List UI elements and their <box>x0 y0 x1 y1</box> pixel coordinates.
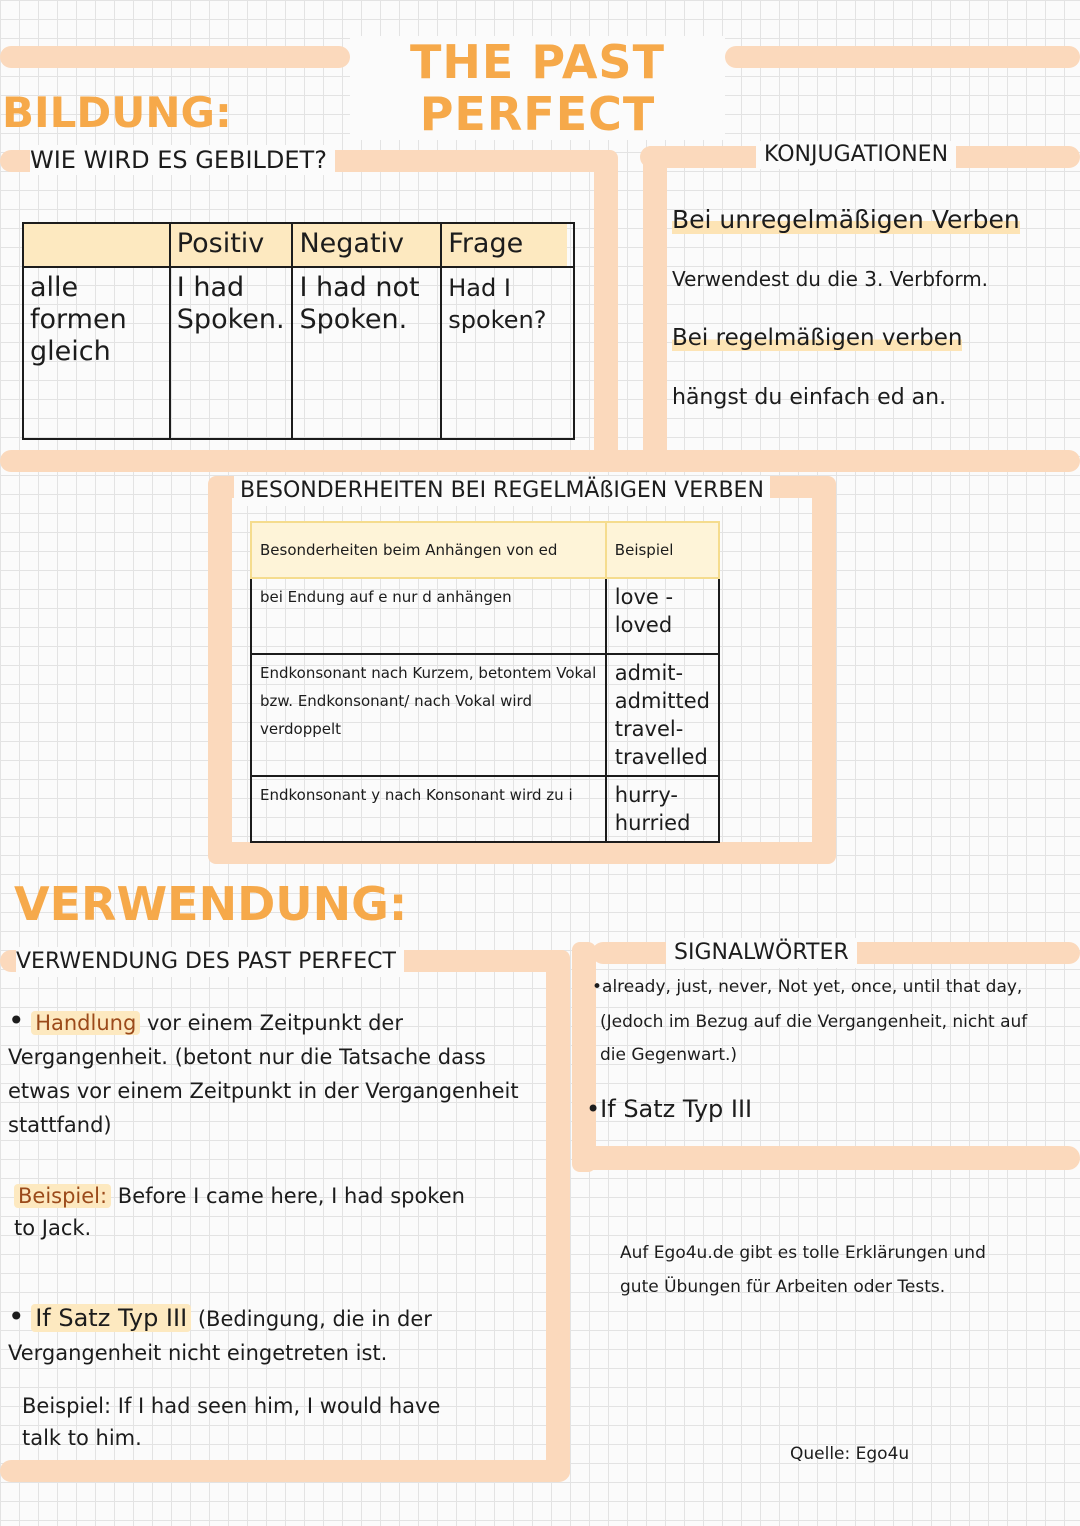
bildung-cell-negativ: I had not Spoken. <box>292 267 441 439</box>
besonderheiten-rule-1: bei Endung auf e nur d anhängen <box>251 578 606 654</box>
bildung-subheading: WIE WIRD ES GEBILDET? <box>30 145 335 175</box>
decor-bar-bes-right <box>812 476 836 864</box>
bildung-header-empty <box>23 223 170 267</box>
bildung-heading: BILDUNG: <box>2 88 232 137</box>
signalwoerter-bullet: •If Satz Typ III <box>586 1095 753 1123</box>
verwendung-heading: VERWENDUNG: <box>14 877 408 931</box>
besonderheiten-example-2: admit- admitted travel- travelled <box>606 654 719 776</box>
verwendung-point-1-keyword: Handlung <box>31 1011 140 1035</box>
bildung-cell-forms: alle formen gleich <box>23 267 170 439</box>
besonderheiten-example-1: love - loved <box>606 578 719 654</box>
signalwoerter-heading: SIGNALWÖRTER <box>666 938 857 968</box>
decor-bar-bes-left <box>208 476 232 864</box>
decor-bar-konj-left <box>643 146 667 466</box>
bildung-cell-positiv: I had Spoken. <box>170 267 293 439</box>
footer-text: Auf Ego4u.de gibt es tolle Erklärungen und gute Übungen für Arbeiten oder Tests. <box>620 1243 986 1297</box>
verwendung-point-1-text: vor einem Zeitpunkt der Vergangenheit. (betont nur die Tatsache dass etwas vor einem Zeitpunkt in der Vergangenheit stattfand) <box>8 1011 519 1137</box>
konjugationen-heading: KONJUGATIONEN <box>756 141 956 169</box>
konjugationen-line-2: Verwendest du die 3. Verbform. <box>672 267 989 291</box>
bildung-header-negativ: Negativ <box>292 223 441 267</box>
besonderheiten-rule-2: Endkonsonant nach Kurzem, betontem Vokal bzw. Endkonsonant/ nach Vokal wird verdoppelt <box>251 654 606 776</box>
verwendung-point-2 <box>8 1300 538 1370</box>
signalwoerter-words: •already, just, never, Not yet, once, until that day, <box>592 977 1023 997</box>
besonderheiten-header-rule: Besonderheiten beim Anhängen von ed <box>251 522 606 578</box>
besonderheiten-example-3: hurry- hurried <box>606 776 719 842</box>
bildung-header-frage: Frage <box>441 223 574 267</box>
verwendung-point-2-keyword: If Satz Typ III <box>31 1304 191 1332</box>
verwendung-example-2-label: Beispiel: <box>22 1394 112 1418</box>
verwendung-example-2 <box>22 1390 482 1454</box>
bildung-cell-frage: Had I spoken? <box>441 267 574 439</box>
signalwoerter-note: (Jedoch im Bezug auf die Vergangenheit, nicht auf die Gegenwart.) <box>600 1012 1028 1065</box>
besonderheiten-header-example: Beispiel <box>606 522 719 578</box>
decor-bar-verw-bottom <box>0 1460 570 1482</box>
decor-bar-top-right <box>725 46 1080 68</box>
besonderheiten-table <box>250 521 720 843</box>
konjugationen-line-1: Bei unregelmäßigen Verben <box>672 205 1020 234</box>
konjugationen-line-4: hängst du einfach ed an. <box>672 385 947 410</box>
bildung-table <box>22 222 575 440</box>
bullet-dot: • <box>8 1300 25 1333</box>
verwendung-subheading: VERWENDUNG DES PAST PERFECT <box>16 947 404 977</box>
verwendung-point-1 <box>8 1004 538 1142</box>
verwendung-example-1-text: Before I came here, I had spoken to Jack. <box>14 1184 465 1240</box>
decor-bar-top-left <box>0 46 350 68</box>
besonderheiten-rule-3: Endkonsonant y nach Konsonant wird zu i <box>251 776 606 842</box>
footer-source: Quelle: Ego4u <box>790 1444 910 1464</box>
verwendung-example-2-text: If I had seen him, I would have talk to him. <box>22 1394 441 1450</box>
decor-bar-middle <box>0 450 1080 472</box>
konjugationen-line-3: Bei regelmäßigen verben <box>672 325 963 351</box>
verwendung-example-1-label: Beispiel: <box>14 1184 111 1208</box>
decor-bar-signal-bottom <box>572 1146 1080 1170</box>
besonderheiten-heading: BESONDERHEITEN BEI REGELMÄßIGEN VERBEN <box>234 476 770 506</box>
bildung-header-positiv: Positiv <box>170 223 293 267</box>
verwendung-point-2-text: (Bedingung, die in der Vergangenheit nicht eingetreten ist. <box>8 1307 432 1365</box>
bullet-dot: • <box>8 1004 25 1037</box>
decor-bar-verw-right <box>546 950 570 1480</box>
verwendung-example-1 <box>14 1180 474 1244</box>
page-title: THE PAST PERFECT <box>350 36 725 140</box>
decor-bar-bildung-right <box>594 150 618 470</box>
decor-bar-bes-bottom <box>208 842 836 864</box>
